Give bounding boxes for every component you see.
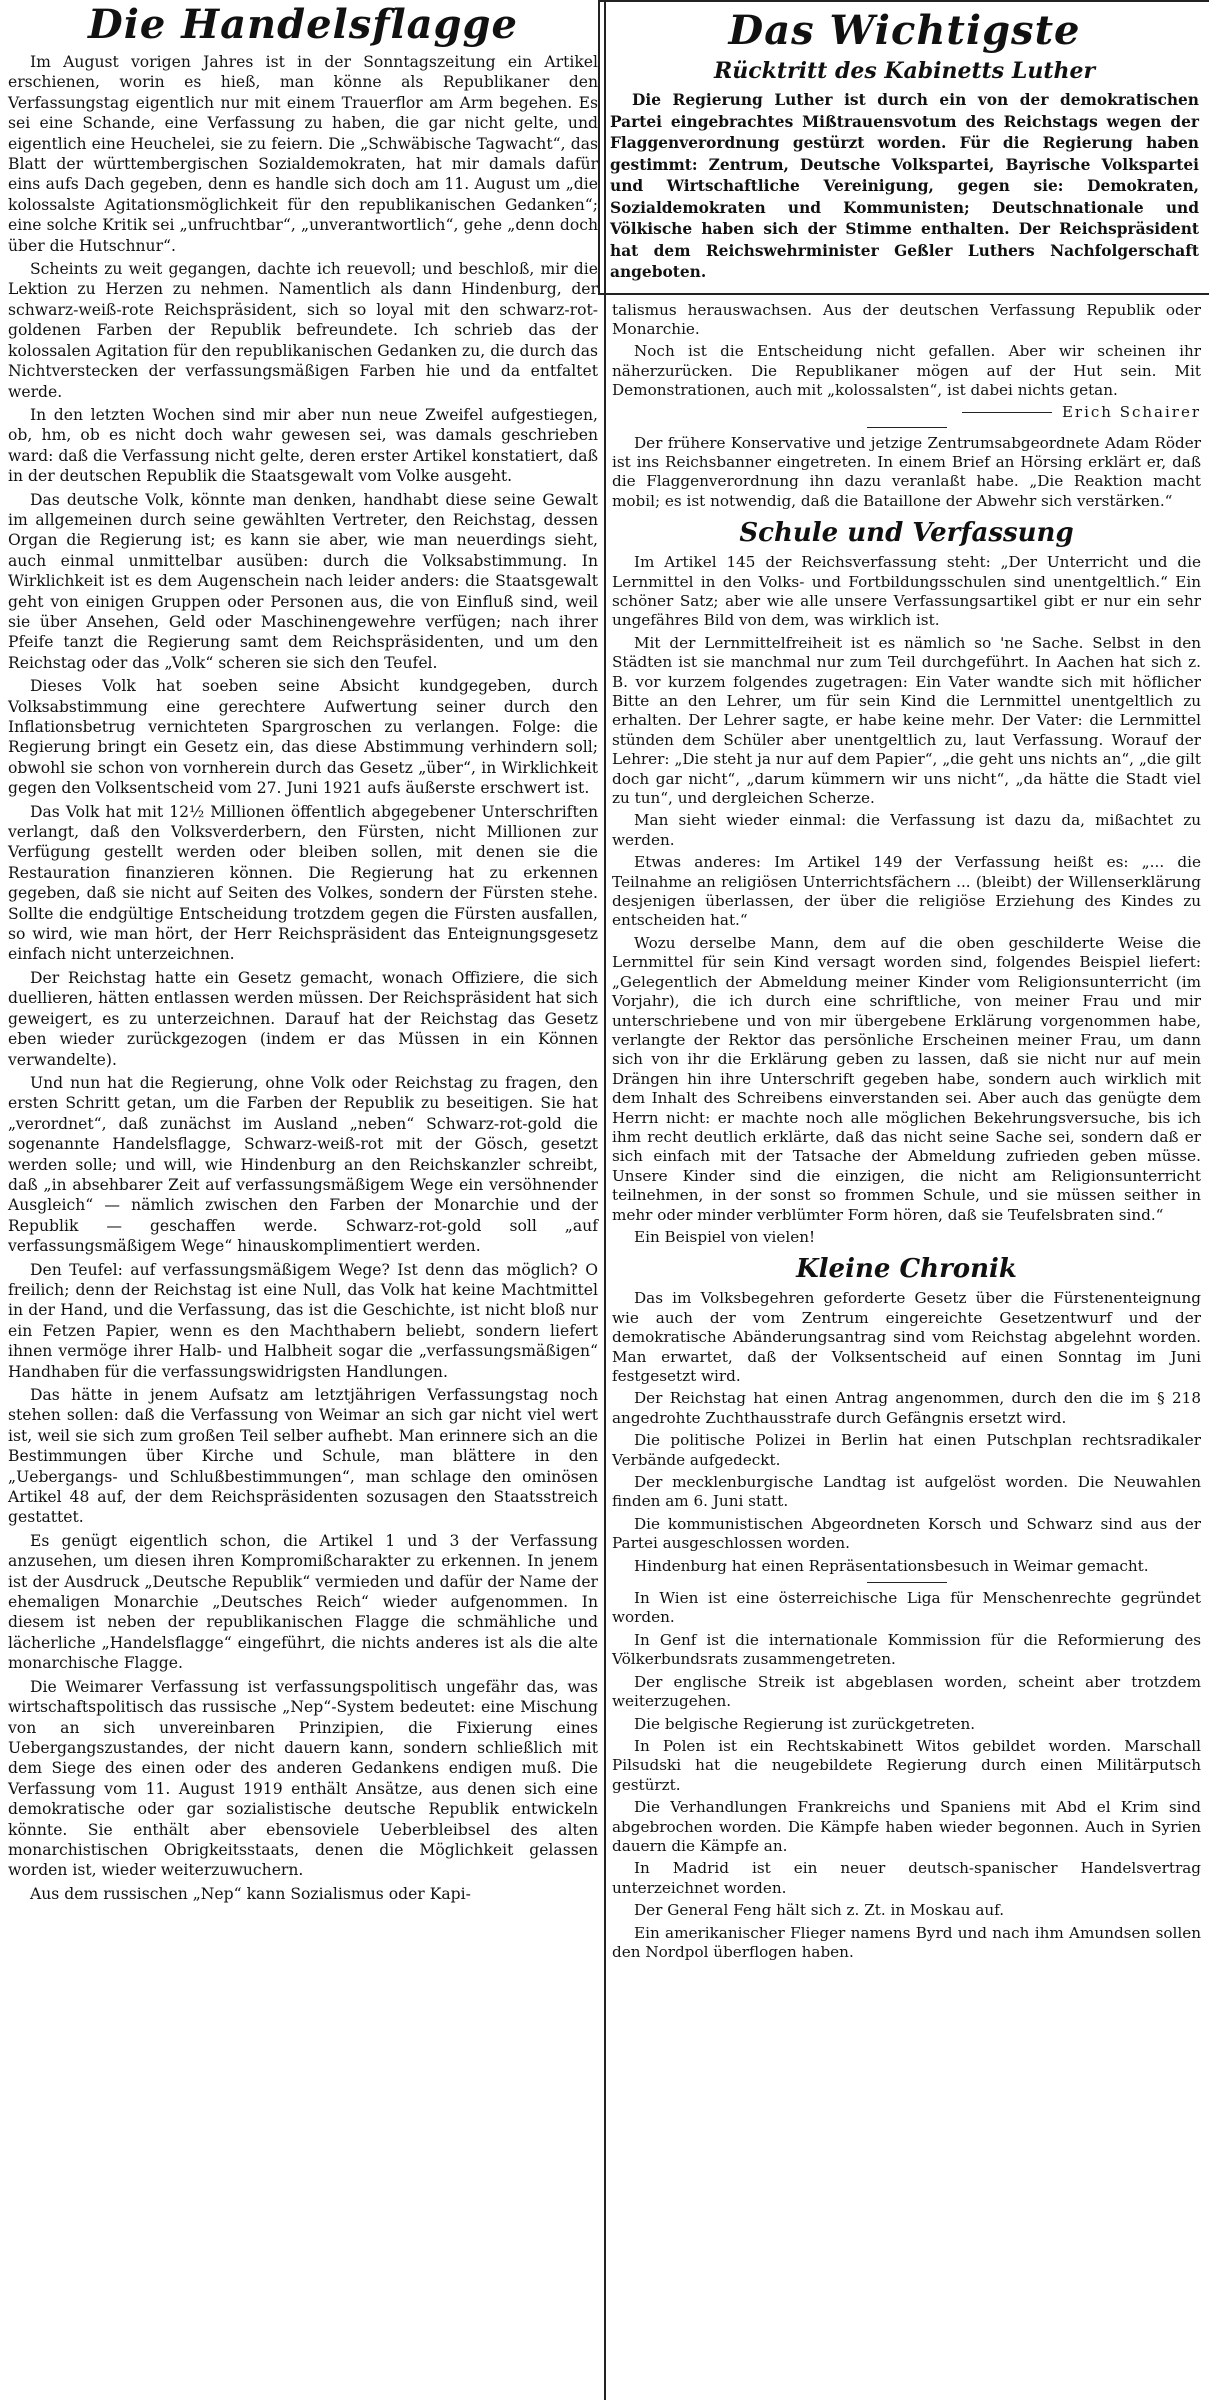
section-title-wichtigste: Das Wichtigste <box>728 7 1081 54</box>
chronik-body <box>612 1289 1201 1962</box>
paragraph: Das deutsche Volk, könnte man denken, handhabt diese seine Gewalt im allgemeinen durch seine gewählten Vertreter, den Reichstag, dessen Organ die Regierung ist; es kann sie aber, wie man neuerdings sieht, auch einmal unmittelbar ausüben: durch die Volksabstimmung. In Wirklichkeit ist es dem Augenschein nach leider anders: die Staatsgewalt geht von einigen Gruppen oder Personen aus, die von Einfluß sind, weil sie über Ansehen, Geld oder Maschinengewehre verfügen; nach ihrer Pfeife tanzt die Regierung samt dem Reichspräsidenten, und um den Reichstag oder das „Volk“ scheren sie sich den Teufel. <box>8 490 598 672</box>
chronik-item: Die Verhandlungen Frankreichs und Spaniens mit Abd el Krim sind abgebrochen worden. Die Kämpfe haben wieder begonnen. Auch in Syrien dauern die Kämpfe an. <box>612 1798 1201 1855</box>
signature-rule <box>962 412 1052 413</box>
chronik-item: Das im Volksbegehren geforderte Gesetz über die Fürstenenteignung wie auch der vom Zentrum eingereichte Gesetzentwurf und der demokratische Abänderungsantrag sind vom Reichstag abgelehnt worden. Man erwartet, daß der Volksentscheid auf einen Sonntag im Juni festgesetzt wird. <box>612 1289 1201 1385</box>
paragraph: Im Artikel 145 der Reichsverfassung steht: „Der Unterricht und die Lernmittel in den Volks- und Fortbildungsschulen sind unentgeltlich.“ Ein schöner Satz; aber wie alle unsere Verfassungsartikel gibt er nur ein sehr ungefähres Bild von dem, was wirklich ist. <box>612 553 1201 630</box>
paragraph: talismus herauswachsen. Aus der deutschen Verfassung Republik oder Monarchie. <box>612 300 1201 338</box>
author-signature <box>612 402 1201 421</box>
separator <box>867 427 947 428</box>
paragraph: Man sieht wieder einmal: die Verfassung ist dazu da, mißachtet zu werden. <box>612 811 1201 849</box>
paragraph-roeder: Der frühere Konservative und jetzige Zentrumsabgeordnete Adam Röder ist ins Reichsbanner eingetreten. In einem Brief an Hörsing erklärt er, daß die Flaggenverordnung ihn dazu veranlaßt habe. „Die Reaktion macht mobil; es ist notwendig, daß die Bataillone der Abwehr sich verstärken.“ <box>612 433 1201 510</box>
paragraph: Das hätte in jenem Aufsatz am letztjährigen Verfassungstag noch stehen sollen: daß die Verfassung von Weimar an sich gar nicht viel wert ist, weil sie sich zum großen Teil selber aufhebt. Man erinnere sich an die Bestimmungen über Kirche und Schule, man blättere in den „Uebergangs- und Schlußbestimmungen“, man schlage den ominösen Artikel 48 auf, der dem Reichspräsidenten sozusagen den Staatsstreich gestattet. <box>8 1386 598 1527</box>
paragraph: Mit der Lernmittelfreiheit ist es nämlich so 'ne Sache. Selbst in den Städten ist sie manchmal nur zum Teil durchgeführt. In Aachen hat sich z. B. vor kurzem folgendes zugetragen: Ein Vater wandte sich mit höflicher Bitte an den Lehrer, um für sein Kind die Lernmittel unentgeltlich zu erhalten. Der Lehrer sagte, er habe keine mehr. Der Vater: die Lernmittel stünden dem Schüler aber unentgeltlich zu, laut Verfassung. Worauf der Lehrer: „Die steht ja nur auf dem Papier“, „die geht uns nichts an“, „die gilt doch gar nicht“, „darum kümmern wir uns nicht“, „da hätte die Stadt viel zu tun“, und dergleichen Scherze. <box>612 633 1201 808</box>
section-title-chronik: Kleine Chronik <box>796 1254 1017 1285</box>
chronik-item: Ein amerikanischer Flieger namens Byrd und nach ihm Amundsen sollen den Nordpol überflogen haben. <box>612 1923 1201 1961</box>
paragraph: Und nun hat die Regierung, ohne Volk oder Reichstag zu fragen, den ersten Schritt getan, um die Farben der Republik zu beseitigen. Sie hat „verordnet“, daß zunächst im Ausland „neben“ Schwarz-rot-gold die sogenannte Handelsflagge, Schwarz-weiß-rot mit der Gösch, gesetzt werden solle; und will, wie Hindenburg an den Reichskanzler schreibt, daß „in absehbarer Zeit auf verfassungsmäßigem Wege ein versöhnender Ausgleich“ — nämlich zwischen den Farben der Monarchie und der Republik — geschaffen werde. Schwarz-rot-gold soll „auf verfassungsmäßigem Wege“ hinauskomplimentiert werden. <box>8 1073 598 1256</box>
paragraph: Etwas anderes: Im Artikel 149 der Verfassung heißt es: „... die Teilnahme an religiösen Unterrichtsfächern ... (bleibt) der Willenserklärung desjenigen überlassen, der über die religiöse Erziehung des Kindes zu entscheiden hat.“ <box>612 853 1201 930</box>
column-divider <box>604 0 606 2400</box>
article-body-handelsflagge <box>8 52 598 1904</box>
paragraph: Den Teufel: auf verfassungsmäßigem Wege? Ist denn das möglich? O freilich; denn der Reichstag ist eine Null, das Volk hat keine Machtmittel in der Hand, und die Verfassung, das ist die Geschichte, ist nicht bloß nur ein Fetzen Papier, wenn es den Machthabern beliebt, sondern liefert ihnen vermöge ihrer Halb- und Halbheit sogar die „verfassungsmäßigen“ Handhaben für die verfassungswidrigsten Handlungen. <box>8 1260 598 1381</box>
paragraph: Ein Beispiel von vielen! <box>634 1227 816 1246</box>
paragraph: Der Reichstag hatte ein Gesetz gemacht, wonach Offiziere, die sich duellieren, hätten entlassen werden müssen. Der Reichspräsident hat sich geweigert, es zu unterzeichnen. Darauf hat der Reichstag das Gesetz eben wieder zurückgezogen (indem er das Müssen in ein Können verwandelte). <box>8 968 598 1069</box>
paragraph: Dieses Volk hat soeben seine Absicht kundgegeben, durch Volksabstimmung eine gerechtere Aufwertung seiner durch den Inflationsbetrug vernichteten Spargroschen zu verlangen. Folge: die Regierung bringt ein Gesetz ein, das diese Abstimmung verhindern soll; obwohl sie schon von vornherein durch das Gesetz „über“, in Wirklichkeit gegen den Volksentscheid vom 27. Juni 1921 aufs äußerste erschwert ist. <box>8 677 598 798</box>
paragraph: In den letzten Wochen sind mir aber nun neue Zweifel aufgestiegen, ob, hm, ob es nicht doch wahr gewesen sei, was damals geschrieben ward: daß die Verfassung nicht gelte, deren erster Artikel konstatiert, daß in der deutschen Republik die Staatsgewalt vom Volke ausgeht. <box>8 405 598 486</box>
paragraph: Scheints zu weit gegangen, dachte ich reuevoll; und beschloß, mir die Lektion zu Herzen zu nehmen. Namentlich als dann Hindenburg, der schwarz-weiß-rote Reichspräsident, sich so loyal mit den schwarz-rot-goldenen Farben der Republik befreundete. Ich schrieb das der kolossalen Agitation für den republikanischen Gedanken zu, die durch das Nichtverstecken der verfassungsmäßigen Farben hie und da entfaltet werde. <box>8 260 598 401</box>
chronik-item: Hindenburg hat einen Repräsentationsbesuch in Weimar gemacht. <box>634 1556 1149 1575</box>
article-continuation <box>612 301 1201 512</box>
paragraph: Noch ist die Entscheidung nicht gefallen. Aber wir scheinen ihr näherzurücken. Die Republikaner mögen auf der Hut sein. Mit Demonstrationen, auch mit „kolossalsten“, ist dabei nichts getan. <box>612 342 1201 400</box>
chronik-item: Der Reichstag hat einen Antrag angenommen, durch den die im § 218 angedrohte Zuchthausstrafe durch Gefängnis ersetzt wird. <box>612 1389 1201 1427</box>
separator <box>867 1582 947 1583</box>
article-title-handelsflagge: Die Handelsflagge <box>88 1 518 48</box>
author-name: Erich Schairer <box>1061 402 1201 421</box>
left-column <box>8 0 598 1907</box>
right-column <box>612 0 1201 1965</box>
section-title-schule: Schule und Verfassung <box>739 518 1074 549</box>
paragraph: Das Volk hat mit 12½ Millionen öffentlich abgegebener Unterschriften verlangt, daß den Volksverderbern, den Fürsten, nicht Millionen zur Verfügung gestellt werden oder bleiben sollen, mit denen sie die Restauration finanzieren können. Die Regierung hat zu erkennen gegeben, daß sie nicht auf Seiten des Volkes, sondern der Fürsten stehe. Sollte die endgültige Entscheidung trotzdem gegen die Fürsten ausfallen, so wird, wie man hört, der Herr Reichspräsident das Enteignungsgesetz einfach nicht unterzeichnen. <box>8 802 598 964</box>
chronik-item: In Polen ist ein Rechtskabinett Witos gebildet worden. Marschall Pilsudski hat die neugebildete Regierung durch einen Militärputsch gestürzt. <box>612 1736 1201 1794</box>
article-body-schule <box>612 553 1201 1247</box>
chronik-item: In Wien ist eine österreichische Liga für Menschenrechte gegründet worden. <box>612 1589 1201 1627</box>
chronik-item: Die belgische Regierung ist zurückgetreten. <box>634 1714 976 1733</box>
paragraph: Aus dem russischen „Nep“ kann Sozialismus oder Kapi- <box>30 1884 471 1903</box>
chronik-item: Der General Feng hält sich z. Zt. in Moskau auf. <box>634 1901 1005 1920</box>
chronik-item: Der mecklenburgische Landtag ist aufgelöst worden. Die Neuwahlen finden am 6. Juni statt. <box>612 1473 1201 1511</box>
chronik-item: In Madrid ist ein neuer deutsch-spanischer Handelsvertrag unterzeichnet worden. <box>612 1859 1201 1897</box>
chronik-item: Die kommunistischen Abgeordneten Korsch und Schwarz sind aus der Partei ausgeschlossen worden. <box>612 1514 1201 1553</box>
paragraph: Im August vorigen Jahres ist in der Sonntagszeitung ein Artikel erschienen, worin es hieß, man könne als Republikaner den Verfassungstag eigentlich nur mit einem Trauerflor am Arm begehen. Es sei eine Schande, eine Verfassung zu haben, die gar nicht gelte, und eigentlich eine Heuchelei, sie zu feiern. Die „Schwäbische Tagwacht“, das Blatt der württembergischen Sozialdemokraten, hat mir damals dafür eins aufs Dach gegeben, denn es handle sich doch am 11. August um „die kolossalste Agitationsmöglichkeit für den republikanischen Gedanken“; eine solche Kritik sei „unfruchtbar“, „unverantwortlich“, gehe „denn doch über die Hutschnur“. <box>8 53 598 255</box>
headline-ruecktritt: Rücktritt des Kabinetts Luther <box>713 58 1096 84</box>
paragraph: Die Weimarer Verfassung ist verfassungspolitisch ungefähr das, was wirtschaftspolitisch das russische „Nep“-System bedeutet: eine Mischung von an sich unvereinbaren Prinzipien, die Fixierung eines Uebergangszustandes, der nicht dauern kann, sondern schließlich mit dem Siege des einen oder des anderen Gedankens endigen muß. Die Verfassung vom 11. August 1919 enthält Ansätze, aus denen sich eine demokratische oder gar sozialistische deutsche Republik entwickeln könnte. Sie enthält aber ebensoviele Ueberbleibsel des alten monarchistischen Obrigkeitsstaats, denen die Möglichkeit gelassen worden ist, wieder weiterzuwuchern. <box>8 1677 598 1880</box>
news-box-wichtigste <box>598 0 1209 295</box>
box-paragraph: Die Regierung Luther ist durch ein von der demokratischen Partei eingebrachtes Mißtrauensvotum des Reichstags wegen der Flaggenverordnung gestürzt worden. Für die Regierung haben gestimmt: Zentrum, Deutsche Volkspartei, Bayrische Volkspartei und Wirtschaftliche Vereinigung, gegen sie: Demokraten, Sozialdemokraten und Kommunisten; Deutschnationale und Völkische haben sich der Stimme enthalten. Der Reichspräsident hat dem Reichswehrminister Geßler Luthers Nachfolgerschaft angeboten. <box>610 91 1199 281</box>
paragraph: Es genügt eigentlich schon, die Artikel 1 und 3 der Verfassung anzusehen, um diesen ihren Kompromißcharakter zu erkennen. In jenem ist der Ausdruck „Deutsche Republik“ vermieden und dafür der Name der ehemaligen Monarchie „Deutsches Reich“ wieder aufgenommen. In diesem ist neben der republikanischen Flagge die schmähliche und lächerliche „Handelsflagge“ eingeführt, die nichts anderes ist als die alte monarchische Flagge. <box>8 1531 598 1673</box>
chronik-item: In Genf ist die internationale Kommission für die Reformierung des Völkerbundsrats zusammengetreten. <box>612 1630 1201 1669</box>
chronik-item: Die politische Polizei in Berlin hat einen Putschplan rechtsradikaler Verbände aufgedeckt. <box>612 1431 1201 1469</box>
chronik-item: Der englische Streik ist abgeblasen worden, scheint aber trotzdem weiterzugehen. <box>612 1672 1201 1711</box>
paragraph: Wozu derselbe Mann, dem auf die oben geschilderte Weise die Lernmittel für sein Kind versagt worden sind, folgendes Beispiel liefert: „Gelegentlich der Abmeldung meiner Kinder vom Religionsunterricht (im Vorjahr), die ich durch eine schriftliche, von meiner Frau und mir unterschriebene und von mir übergebene Erklärung vorgenommen habe, verlangte der Rektor das persönliche Erscheinen meiner Frau, um dann sich von ihr die Erklärung geben zu lassen, daß sie nicht nur auf mein Drängen hin ihre Unterschrift gegeben habe, sondern auch wirklich mit dem Inhalt des Schreibens einverstanden sei. Aber auch das genügte dem Herrn nicht: er machte noch alle möglichen Bekehrungsversuche, bis ich ihm recht deutlich erklärte, daß das nicht seine Sache sei, sondern daß er sich einfach mit der Tatsache der Abmeldung zufrieden geben müsse. Unsere Kinder sind die einzigen, die nicht am Religionsunterricht teilnehmen, in der sonst so frommen Schule, und sie müssen seither in mehr oder minder verblümter Form hören, daß sie Teufelsbraten sind.“ <box>612 933 1201 1224</box>
